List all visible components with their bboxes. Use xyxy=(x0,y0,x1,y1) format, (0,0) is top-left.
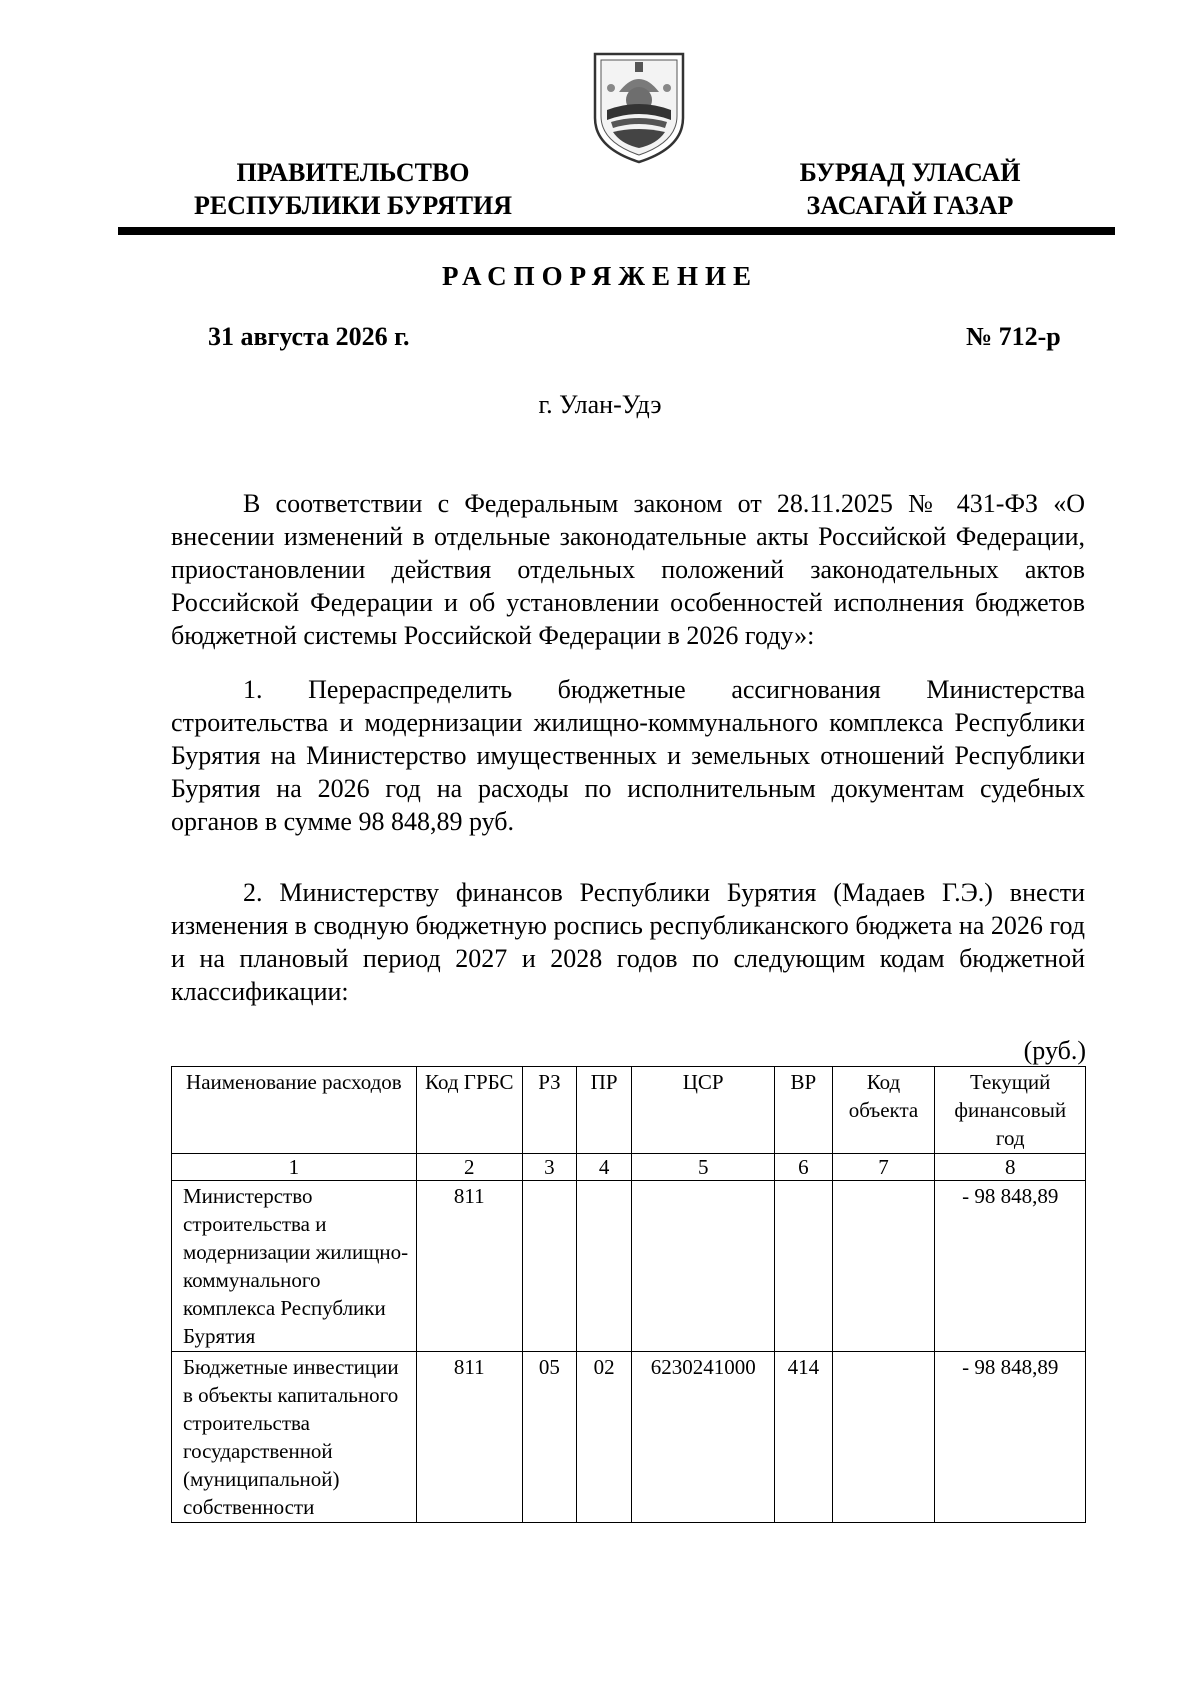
column-header: РЗ xyxy=(522,1067,576,1154)
column-number: 8 xyxy=(935,1154,1086,1181)
amount-cell: - 98 848,89 xyxy=(935,1181,1086,1352)
column-number: 1 xyxy=(172,1154,417,1181)
column-header: ПР xyxy=(577,1067,632,1154)
column-number: 7 xyxy=(832,1154,935,1181)
document-type-title: РАСПОРЯЖЕНИЕ xyxy=(441,261,759,291)
clause-2-paragraph: 2. Министерству финансов Республики Бурятия (Мадаев Г.Э.) внести изменения в сводную бюджетную роспись республиканского бюджета на 2026 год и на плановый период 2027 и 2028 годов по следующим кодам бюджетной классификации: xyxy=(171,878,1085,1006)
column-number: 6 xyxy=(775,1154,832,1181)
column-number: 5 xyxy=(632,1154,775,1181)
rz-cell xyxy=(522,1181,576,1352)
table-unit-label: (руб.) xyxy=(1023,1036,1086,1065)
pr-cell xyxy=(577,1181,632,1352)
coat-of-arms-icon xyxy=(591,48,687,166)
grbs-code-cell: 811 xyxy=(416,1181,522,1352)
coat-of-arms-emblem xyxy=(591,48,687,166)
rz-cell: 05 xyxy=(522,1352,576,1523)
column-number: 4 xyxy=(577,1154,632,1181)
amount-cell: - 98 848,89 xyxy=(935,1352,1086,1523)
clause-1-paragraph: 1. Перераспределить бюджетные ассигнования Министерства строительства и модернизации жилищно-коммунального комплекса Республики Бурятия на Министерство имущественных и земельных отношений Республики Бурятия на 2026 год на расходы по исполнительным документам судебных органов в сумме 98 848,89 руб. xyxy=(171,675,1085,836)
pr-cell: 02 xyxy=(577,1352,632,1523)
org-name-russian xyxy=(168,156,538,222)
org-name-line: БУРЯАД УЛАСАЙ xyxy=(799,158,1021,187)
column-header: Код ГРБС xyxy=(416,1067,522,1154)
document-date: 31 августа 2026 г. xyxy=(208,322,410,351)
column-header: ЦСР xyxy=(632,1067,775,1154)
expense-name-cell: Бюджетные инвестиции в объекты капитального строительства государственной (муниципальной) собственности xyxy=(172,1352,417,1523)
column-header: Текущий финансовый год xyxy=(935,1067,1086,1154)
column-number-row xyxy=(172,1154,1086,1181)
column-header: Наименование расходов xyxy=(172,1067,417,1154)
object-code-cell xyxy=(832,1181,935,1352)
column-header: Код объекта xyxy=(832,1067,935,1154)
org-name-line: РЕСПУБЛИКИ БУРЯТИЯ xyxy=(193,191,513,220)
table-row xyxy=(172,1181,1086,1352)
column-header: ВР xyxy=(775,1067,832,1154)
vr-cell xyxy=(775,1181,832,1352)
preamble-paragraph: В соответствии с Федеральным законом от 28.11.2025 № 431-ФЗ «О внесении изменений в отдельные законодательные акты Российской Федерации, приостановлении действия отдельных положений законодательных актов Российской Федерации и об установлении особенностей исполнения бюджетов бюджетной системы Российской Федерации в 2026 году»: xyxy=(171,489,1085,650)
vr-cell: 414 xyxy=(775,1352,832,1523)
budget-classification-table xyxy=(171,1066,1086,1523)
expense-name-cell: Министерство строительства и модернизации жилищно-коммунального комплекса Республики Бурятия xyxy=(172,1181,417,1352)
org-name-line: ПРАВИТЕЛЬСТВО xyxy=(236,158,470,187)
csr-cell xyxy=(632,1181,775,1352)
table-row xyxy=(172,1352,1086,1523)
object-code-cell xyxy=(832,1352,935,1523)
table-header-row xyxy=(172,1067,1086,1154)
csr-cell: 6230241000 xyxy=(632,1352,775,1523)
document-number: № 712-р xyxy=(966,322,1061,351)
column-number: 3 xyxy=(522,1154,576,1181)
column-number: 2 xyxy=(416,1154,522,1181)
header-divider xyxy=(118,227,1115,235)
org-name-buryat xyxy=(740,156,1080,222)
document-city: г. Улан-Удэ xyxy=(538,390,662,419)
grbs-code-cell: 811 xyxy=(416,1352,522,1523)
org-name-line: ЗАСАГАЙ ГАЗАР xyxy=(806,191,1014,220)
